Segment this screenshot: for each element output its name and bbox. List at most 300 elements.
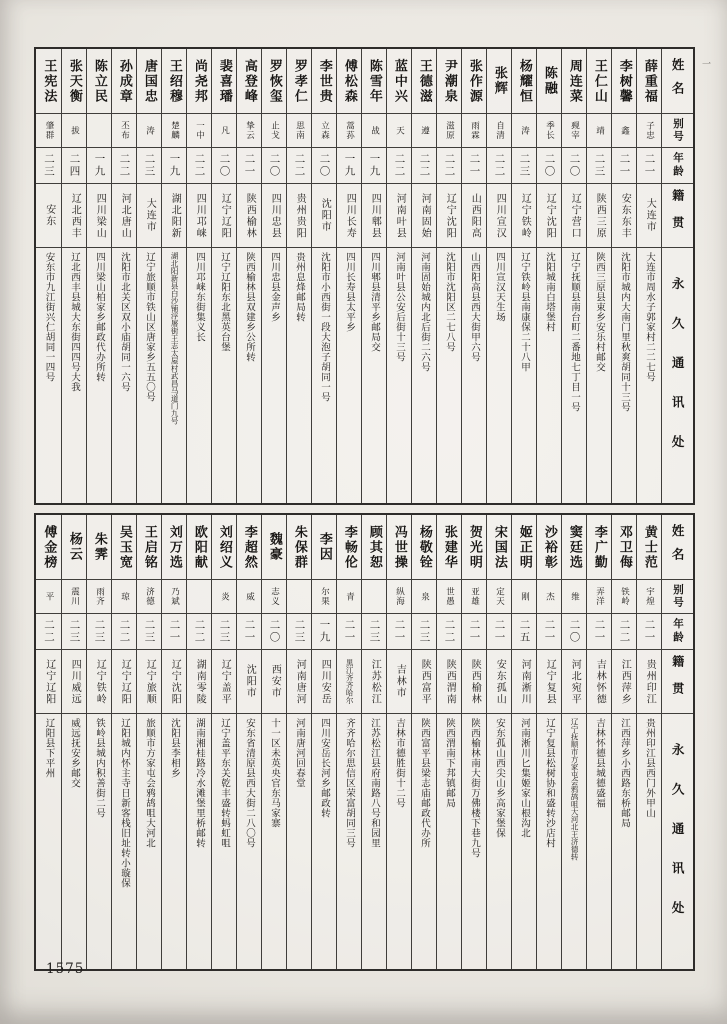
header-address bbox=[662, 248, 693, 503]
origin-cell bbox=[162, 184, 186, 248]
address-cell-text: 陕西渭南下邦镇邮局 bbox=[443, 718, 455, 808]
age-cell bbox=[637, 148, 661, 184]
name-cell-text: 张作源 bbox=[466, 58, 482, 104]
age-cell bbox=[437, 614, 461, 650]
alias-cell bbox=[262, 114, 286, 148]
alias-cell bbox=[512, 114, 536, 148]
person-column bbox=[61, 515, 86, 969]
alias-cell-text: 弄洋 bbox=[594, 587, 605, 606]
age-cell-text: 一九 bbox=[93, 153, 106, 178]
name-cell-text: 李超然 bbox=[241, 524, 257, 570]
alias-cell bbox=[87, 580, 111, 614]
person-column bbox=[536, 515, 561, 969]
address-cell bbox=[487, 248, 511, 503]
name-cell bbox=[137, 49, 161, 114]
name-cell bbox=[587, 515, 611, 580]
alias-cell bbox=[387, 114, 411, 148]
alias-cell bbox=[187, 580, 211, 614]
age-cell bbox=[312, 148, 336, 184]
header-age-text: 年龄 bbox=[672, 618, 684, 645]
alias-cell-text: 泉 bbox=[419, 591, 430, 602]
age-cell bbox=[36, 614, 61, 650]
alias-cell bbox=[387, 580, 411, 614]
alias-cell bbox=[162, 580, 186, 614]
age-cell bbox=[637, 614, 661, 650]
age-cell bbox=[212, 148, 236, 184]
origin-cell-text: 辽宁铁岭 bbox=[94, 658, 106, 705]
origin-cell-text: 江苏松江 bbox=[369, 658, 381, 705]
origin-cell bbox=[187, 184, 211, 248]
person-column bbox=[86, 515, 111, 969]
age-cell-text: 二〇 bbox=[318, 153, 331, 178]
address-cell bbox=[637, 714, 661, 969]
address-cell bbox=[562, 714, 586, 969]
origin-cell bbox=[412, 650, 436, 714]
name-cell bbox=[462, 49, 486, 114]
name-cell-text: 李广勤 bbox=[591, 524, 607, 570]
origin-cell-text: 河北宛平 bbox=[569, 658, 581, 705]
address-cell bbox=[612, 248, 636, 503]
person-column bbox=[511, 49, 536, 503]
age-cell-text: 二二 bbox=[393, 153, 406, 178]
address-cell bbox=[637, 248, 661, 503]
header-name bbox=[662, 515, 693, 580]
age-cell-text: 二三 bbox=[43, 153, 55, 178]
header-name-text: 姓名 bbox=[670, 523, 686, 571]
alias-cell bbox=[112, 580, 136, 614]
address-cell bbox=[62, 714, 86, 969]
alias-cell bbox=[36, 114, 61, 148]
person-column bbox=[511, 515, 536, 969]
name-cell bbox=[212, 49, 236, 114]
origin-cell bbox=[362, 650, 386, 714]
alias-cell bbox=[562, 114, 586, 148]
age-cell-text: 二一 bbox=[643, 619, 656, 644]
age-cell-text: 二三 bbox=[368, 619, 381, 644]
address-cell bbox=[237, 248, 261, 503]
origin-cell bbox=[62, 650, 86, 714]
alias-cell bbox=[337, 580, 361, 614]
name-cell bbox=[312, 515, 336, 580]
age-cell bbox=[137, 148, 161, 184]
directory-table-top bbox=[34, 47, 695, 505]
origin-cell-text: 辽宁复县 bbox=[544, 658, 556, 705]
alias-cell bbox=[62, 580, 86, 614]
age-cell bbox=[62, 148, 86, 184]
person-column bbox=[136, 515, 161, 969]
person-column bbox=[361, 49, 386, 503]
age-cell bbox=[562, 614, 586, 650]
alias-cell-text: 尔果 bbox=[319, 587, 330, 606]
age-cell bbox=[162, 148, 186, 184]
alias-cell-text: 威 bbox=[244, 591, 255, 602]
alias-cell-text: 世愚 bbox=[444, 587, 455, 606]
name-cell-text: 张天衡 bbox=[66, 58, 82, 104]
origin-cell-text: 陕西渭南 bbox=[444, 658, 456, 705]
age-cell bbox=[287, 614, 311, 650]
alias-cell-text: 琼 bbox=[119, 591, 130, 602]
person-column bbox=[436, 515, 461, 969]
address-cell bbox=[387, 248, 411, 503]
header-origin bbox=[662, 184, 693, 248]
origin-cell bbox=[312, 184, 336, 248]
origin-cell bbox=[237, 650, 261, 714]
age-cell-text: 二二 bbox=[443, 153, 456, 178]
name-cell-text: 李世贵 bbox=[316, 58, 332, 104]
name-cell-text: 王德滋 bbox=[416, 58, 432, 104]
address-cell bbox=[562, 248, 586, 503]
origin-cell bbox=[112, 184, 136, 248]
age-cell-text: 二二 bbox=[118, 153, 131, 178]
origin-cell bbox=[612, 650, 636, 714]
origin-cell bbox=[587, 184, 611, 248]
alias-cell bbox=[412, 580, 436, 614]
address-cell bbox=[612, 714, 636, 969]
alias-cell bbox=[462, 114, 486, 148]
alias-cell-text: 季长 bbox=[544, 121, 555, 140]
age-cell bbox=[512, 148, 536, 184]
name-cell bbox=[337, 515, 361, 580]
address-cell-text: 陕西三原县束乡安乐村邮交 bbox=[593, 252, 605, 372]
origin-cell-text: 辽宁铁岭 bbox=[519, 192, 531, 239]
alias-cell-text: 立森 bbox=[319, 121, 330, 140]
address-cell bbox=[362, 714, 386, 969]
origin-cell-text: 安东 bbox=[43, 204, 55, 227]
address-cell-text: 四川长寿县太平乡 bbox=[343, 252, 355, 332]
person-column bbox=[561, 49, 586, 503]
alias-cell bbox=[312, 580, 336, 614]
name-cell bbox=[512, 515, 536, 580]
age-cell-text: 二三 bbox=[218, 619, 231, 644]
person-column bbox=[536, 49, 561, 503]
origin-cell bbox=[112, 650, 136, 714]
header-alias bbox=[662, 114, 693, 148]
age-cell bbox=[237, 148, 261, 184]
person-column bbox=[161, 515, 186, 969]
address-cell-text: 江西萍乡小西路东桥邮局 bbox=[618, 718, 630, 828]
origin-cell-text: 河南叶县 bbox=[394, 192, 406, 239]
origin-cell-text: 山西阳高 bbox=[469, 192, 481, 239]
name-cell bbox=[36, 49, 61, 114]
person-column bbox=[486, 515, 511, 969]
origin-cell bbox=[587, 650, 611, 714]
address-cell bbox=[87, 248, 111, 503]
address-cell bbox=[112, 248, 136, 503]
age-cell bbox=[262, 614, 286, 650]
header-origin-text: 籍贯 bbox=[670, 188, 685, 243]
person-column bbox=[286, 515, 311, 969]
alias-cell bbox=[312, 114, 336, 148]
person-column bbox=[236, 515, 261, 969]
name-cell bbox=[587, 49, 611, 114]
person-column bbox=[111, 49, 136, 503]
age-cell-text: 二一 bbox=[468, 619, 481, 644]
address-cell bbox=[512, 714, 536, 969]
age-cell-text: 二一 bbox=[643, 153, 656, 178]
address-cell bbox=[187, 714, 211, 969]
origin-cell bbox=[212, 184, 236, 248]
name-cell bbox=[62, 49, 86, 114]
address-cell-text: 辽宁抚顺市方家屯会鸦鸪咀大河北王济德转 bbox=[570, 718, 580, 861]
address-cell-text: 大连市周水子郭家村二二七号 bbox=[643, 252, 655, 382]
name-cell bbox=[362, 49, 386, 114]
origin-cell bbox=[337, 184, 361, 248]
address-cell-text: 安东省清原县西大街二八〇号 bbox=[243, 718, 255, 848]
age-cell bbox=[162, 614, 186, 650]
address-cell-text: 陕西榆林南大街万佛楼下巷九号 bbox=[468, 718, 480, 858]
alias-cell-text: 靖 bbox=[594, 125, 605, 136]
age-cell-text: 二二 bbox=[418, 153, 431, 178]
age-cell bbox=[87, 148, 111, 184]
address-cell bbox=[387, 714, 411, 969]
name-cell-text: 尚尧邦 bbox=[191, 58, 207, 104]
alias-cell-text: 天 bbox=[394, 125, 405, 136]
age-cell-text: 二〇 bbox=[568, 619, 581, 644]
name-cell-text: 黄士范 bbox=[641, 524, 657, 570]
alias-cell bbox=[462, 580, 486, 614]
age-cell-text: 二二 bbox=[443, 619, 456, 644]
address-cell bbox=[337, 714, 361, 969]
origin-cell-text: 江西萍乡 bbox=[619, 658, 631, 705]
name-cell-text: 欧阳献 bbox=[191, 524, 207, 570]
name-cell-text: 邓卫侮 bbox=[616, 524, 632, 570]
address-cell-text: 湖北阳新县白沙铺浮屠街王志太屋村武昌马道门九号 bbox=[170, 252, 180, 425]
address-cell bbox=[162, 714, 186, 969]
page-number: 1575 bbox=[46, 961, 85, 977]
alias-cell-text: 亚雄 bbox=[469, 587, 480, 606]
address-cell bbox=[462, 248, 486, 503]
age-cell bbox=[112, 148, 136, 184]
person-column bbox=[186, 49, 211, 503]
age-cell-text: 二三 bbox=[143, 153, 156, 178]
name-cell bbox=[612, 49, 636, 114]
person-column bbox=[311, 49, 336, 503]
address-cell bbox=[112, 714, 136, 969]
header-address-text: 永久通讯处 bbox=[670, 742, 686, 941]
age-cell-text: 一九 bbox=[368, 153, 381, 178]
name-cell-text: 刘万选 bbox=[166, 524, 182, 570]
name-cell-text: 陈融 bbox=[541, 66, 557, 96]
alias-cell bbox=[437, 114, 461, 148]
header-age bbox=[662, 614, 693, 650]
person-column bbox=[211, 49, 236, 503]
address-cell-text: 四川梁山柏家乡邮政代办所转 bbox=[93, 252, 105, 382]
name-cell-text: 陈立民 bbox=[91, 58, 107, 104]
address-cell-text: 四川宣汉天生场 bbox=[493, 252, 505, 322]
name-cell bbox=[412, 49, 436, 114]
alias-cell-text: 定天 bbox=[494, 587, 505, 606]
origin-cell bbox=[137, 184, 161, 248]
name-cell-text: 罗孝仁 bbox=[291, 58, 307, 104]
person-column bbox=[61, 49, 86, 503]
address-cell-text: 安东孤山西尖山乡高家堡保 bbox=[493, 718, 505, 838]
name-cell-text: 薛重福 bbox=[641, 58, 657, 104]
name-cell-text: 冯世操 bbox=[391, 524, 407, 570]
address-cell bbox=[337, 248, 361, 503]
alias-cell bbox=[487, 580, 511, 614]
origin-cell-text: 河南固始 bbox=[419, 192, 431, 239]
person-column bbox=[611, 49, 636, 503]
age-cell-text: 二三 bbox=[143, 619, 156, 644]
age-cell-text: 二一 bbox=[468, 153, 481, 178]
person-column bbox=[261, 49, 286, 503]
origin-cell bbox=[437, 650, 461, 714]
age-cell-text: 二一 bbox=[343, 619, 356, 644]
alias-cell-text: 止戈 bbox=[269, 121, 280, 140]
alias-cell-text: 涛 bbox=[519, 125, 530, 136]
header-column bbox=[661, 49, 693, 503]
age-cell bbox=[62, 614, 86, 650]
origin-cell-text: 辽北西丰 bbox=[69, 192, 81, 239]
name-cell bbox=[312, 49, 336, 114]
person-column bbox=[461, 515, 486, 969]
age-cell-text: 二一 bbox=[393, 619, 406, 644]
alias-cell bbox=[487, 114, 511, 148]
alias-cell-text: 炎 bbox=[219, 591, 230, 602]
address-cell bbox=[212, 248, 236, 503]
name-cell bbox=[162, 515, 186, 580]
age-cell bbox=[462, 614, 486, 650]
alias-cell bbox=[87, 114, 111, 148]
origin-cell-text: 吉林市 bbox=[394, 664, 406, 699]
alias-cell-text: 雨霖 bbox=[469, 121, 480, 140]
origin-cell-text: 四川忠县 bbox=[269, 192, 281, 239]
origin-cell bbox=[537, 184, 561, 248]
name-cell-text: 孙成章 bbox=[116, 58, 132, 104]
alias-cell bbox=[212, 114, 236, 148]
address-cell-text: 沈阳市小西街一段大泡子胡同一号 bbox=[318, 252, 330, 402]
alias-cell bbox=[137, 580, 161, 614]
name-cell-text: 沙裕彰 bbox=[541, 524, 557, 570]
origin-cell bbox=[137, 650, 161, 714]
name-cell-text: 贺光明 bbox=[466, 524, 482, 570]
person-column bbox=[261, 515, 286, 969]
person-column bbox=[111, 515, 136, 969]
address-cell-text: 河南唐河回春堂 bbox=[293, 718, 305, 788]
age-cell bbox=[587, 148, 611, 184]
header-address-text: 永久通讯处 bbox=[670, 276, 686, 475]
origin-cell-text: 陕西富平 bbox=[419, 658, 431, 705]
origin-cell bbox=[537, 650, 561, 714]
origin-cell-text: 辽宁辽阳 bbox=[219, 192, 231, 239]
address-cell-text: 辽阳城内怀主寺日新客栈旧址转小璇保 bbox=[118, 718, 130, 888]
name-cell bbox=[537, 49, 561, 114]
address-cell-text: 威远抚安乡邮交 bbox=[68, 718, 80, 788]
address-cell-text: 辽宁辽阳东北黑英台堡 bbox=[218, 252, 230, 352]
header-alias bbox=[662, 580, 693, 614]
origin-cell bbox=[262, 650, 286, 714]
header-name bbox=[662, 49, 693, 114]
address-cell-text: 辽宁复县松树协和盛转沙店村 bbox=[543, 718, 555, 848]
person-column bbox=[336, 515, 361, 969]
origin-cell bbox=[562, 650, 586, 714]
address-cell bbox=[237, 714, 261, 969]
age-cell bbox=[512, 614, 536, 650]
age-cell-text: 二一 bbox=[593, 619, 606, 644]
alias-cell-text: 宇煌 bbox=[644, 587, 655, 606]
name-cell bbox=[287, 515, 311, 580]
name-cell bbox=[612, 515, 636, 580]
age-cell bbox=[412, 614, 436, 650]
person-column bbox=[636, 515, 661, 969]
alias-cell bbox=[62, 114, 86, 148]
alias-cell-text: 蒿荪 bbox=[344, 121, 355, 140]
origin-cell-text: 河北唐山 bbox=[119, 192, 131, 239]
age-cell bbox=[87, 614, 111, 650]
age-cell bbox=[362, 148, 386, 184]
age-cell-text: 二〇 bbox=[268, 619, 281, 644]
name-cell bbox=[537, 515, 561, 580]
name-cell-text: 李因 bbox=[316, 532, 332, 562]
name-cell bbox=[512, 49, 536, 114]
header-origin bbox=[662, 650, 693, 714]
origin-cell-text: 安东孤山 bbox=[494, 658, 506, 705]
person-column bbox=[211, 515, 236, 969]
age-cell bbox=[487, 148, 511, 184]
header-age-text: 年龄 bbox=[672, 152, 684, 179]
address-cell-text: 沈阳城南白塔堡村 bbox=[543, 252, 555, 332]
address-cell-text: 河南淅川匕集姬家山根沟北 bbox=[518, 718, 530, 838]
name-cell-text: 傅金榜 bbox=[41, 524, 57, 570]
origin-cell bbox=[562, 184, 586, 248]
alias-cell-text: 思南 bbox=[294, 121, 305, 140]
alias-cell-text: 铁岭 bbox=[619, 587, 630, 606]
age-cell-text: 二一 bbox=[618, 153, 631, 178]
origin-cell-text: 河南淅川 bbox=[519, 658, 531, 705]
origin-cell bbox=[62, 184, 86, 248]
origin-cell-text: 辽宁辽阳 bbox=[119, 658, 131, 705]
origin-cell bbox=[487, 184, 511, 248]
address-cell bbox=[262, 714, 286, 969]
address-cell-text: 辽宁抚顺县南台町二番地七丁目一号 bbox=[568, 252, 580, 412]
origin-cell-text: 西安市 bbox=[269, 664, 281, 699]
address-cell-text: 吉林市德胜街十二号 bbox=[393, 718, 405, 808]
age-cell bbox=[387, 148, 411, 184]
origin-cell bbox=[387, 650, 411, 714]
name-cell bbox=[187, 49, 211, 114]
origin-cell bbox=[187, 650, 211, 714]
age-cell-text: 二三 bbox=[518, 153, 531, 178]
address-cell-text: 陕西榆林县双建乡公所转 bbox=[243, 252, 255, 362]
address-cell bbox=[62, 248, 86, 503]
origin-cell bbox=[162, 650, 186, 714]
origin-cell-text: 陕西榆林 bbox=[469, 658, 481, 705]
name-cell bbox=[562, 49, 586, 114]
alias-cell bbox=[362, 114, 386, 148]
age-cell bbox=[537, 148, 561, 184]
origin-cell bbox=[512, 184, 536, 248]
person-column bbox=[286, 49, 311, 503]
name-cell bbox=[87, 515, 111, 580]
person-column bbox=[411, 515, 436, 969]
name-cell-text: 朱霁 bbox=[91, 532, 107, 562]
address-cell-text: 贵州印江县西门外甲山 bbox=[643, 718, 655, 818]
address-cell-text: 沈阳市城内大南门里秋爽胡同十三号 bbox=[618, 252, 630, 412]
name-cell bbox=[637, 515, 661, 580]
origin-cell-text: 湖北阳新 bbox=[169, 192, 181, 239]
age-cell-text: 一九 bbox=[343, 153, 356, 178]
origin-cell-text: 辽宁营口 bbox=[569, 192, 581, 239]
origin-cell-text: 四川威远 bbox=[69, 658, 81, 705]
alias-cell bbox=[212, 580, 236, 614]
name-cell-text: 罗恢玺 bbox=[266, 58, 282, 104]
age-cell bbox=[187, 148, 211, 184]
name-cell bbox=[237, 515, 261, 580]
alias-cell bbox=[187, 114, 211, 148]
name-cell-text: 吴玉宽 bbox=[116, 524, 132, 570]
address-cell-text: 吉林怀德县城德盛福 bbox=[593, 718, 605, 808]
address-cell-text: 沈阳县李相乡 bbox=[168, 718, 180, 778]
